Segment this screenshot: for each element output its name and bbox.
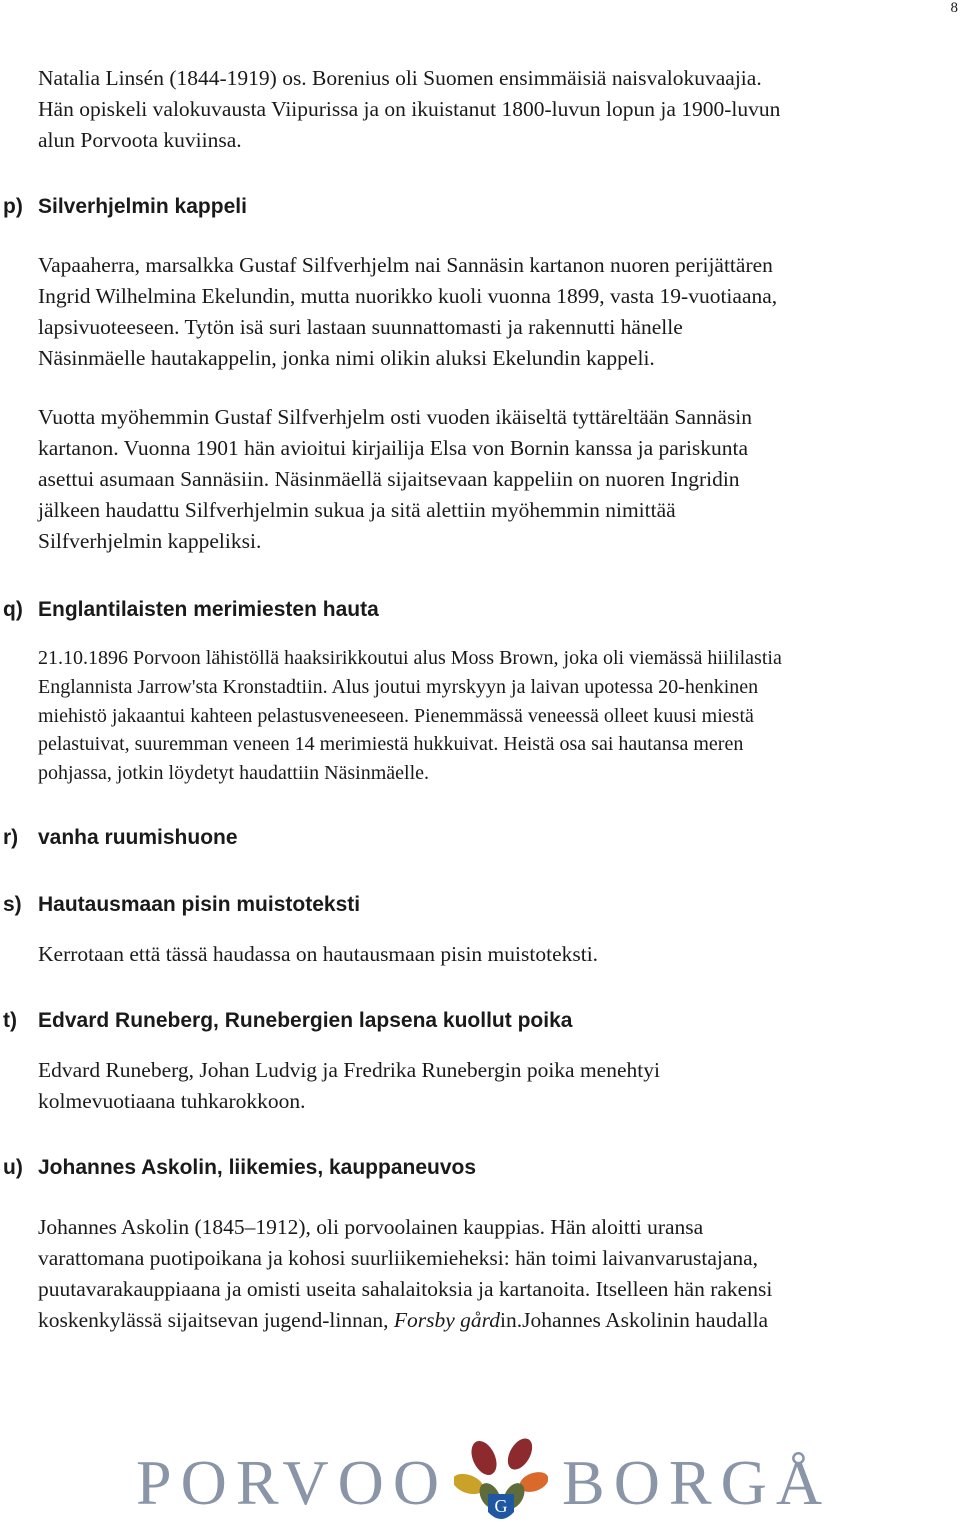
- section-heading-t: [0, 1007, 572, 1035]
- text-line: varattomana puotipoikana ja kohosi suurliikemieheksi: hän toimi laivanvarustajana,: [38, 1246, 759, 1270]
- text-line: puutavarakauppiaana ja omisti useita sahalaitoksia ja kartanoita. Itselleen hän rakensi: [38, 1277, 773, 1301]
- section-title: Johannes Askolin, liikemies, kauppaneuvos: [38, 1156, 477, 1179]
- section-u-paragraph: [38, 1212, 953, 1336]
- section-heading-u: [0, 1154, 476, 1182]
- section-s-paragraph: [38, 939, 953, 970]
- text-line: pelastuivat, suuremman veneen 14 merimiestä hukkuivat. Heistä osa sai hautansa meren: [38, 733, 744, 756]
- text-line: Edvard Runeberg, Johan Ludvig ja Fredrika Runebergin poika menehtyi: [38, 1058, 660, 1082]
- intro-paragraph: [38, 63, 953, 156]
- section-title: Silverhjelmin kappeli: [38, 195, 247, 218]
- logo-text-borga: BORGÅ: [562, 1447, 832, 1518]
- text-line: kartanon. Vuonna 1901 hän avioitui kirjailija Elsa von Bornin kanssa ja pariskunta: [38, 436, 749, 460]
- logo-text-porvoo: PORVOO: [136, 1447, 449, 1518]
- text-line-mixed: [38, 1305, 953, 1336]
- text-fragment: in.Johannes Askolinin haudalla: [499, 1308, 769, 1332]
- text-line-mixed: [38, 312, 953, 343]
- text-fragment: Tytön isä suri lastaan suunnattomasti ja rakennutti hänelle: [179, 315, 683, 339]
- text-fragment: koskenkylässä sijaitsevan jugend-linnan,: [38, 1308, 394, 1332]
- page-number: 8: [950, 0, 958, 16]
- section-title: Englantilaisten merimiesten hauta: [38, 598, 379, 621]
- text-line: Näsinmäelle hautakappelin, jonka nimi olikin aluksi Ekelundin kappeli.: [38, 346, 655, 370]
- section-title: Edvard Runeberg, Runebergien lapsena kuollut poika: [38, 1009, 573, 1032]
- text-line: Hän opiskeli valokuvausta Viipurissa ja on ikuistanut 1800-luvun lopun ja 1900-luvun: [38, 97, 781, 121]
- section-heading-r: [0, 824, 238, 852]
- section-letter: t): [3, 1009, 17, 1032]
- text-line: Johannes Askolin (1845–1912), oli porvoolainen kauppias. Hän aloitti uransa: [38, 1215, 704, 1239]
- text-line: Englannista Jarrow'sta Kronstadtiin. Alus joutui myrskyyn ja laivan upotessa 20-henkinen: [38, 675, 759, 698]
- section-letter: u): [3, 1156, 23, 1179]
- text-line: Kerrotaan että tässä haudassa on hautausmaan pisin muistoteksti.: [38, 942, 599, 966]
- text-line: kolmevuotiaana tuhkarokkoon.: [38, 1089, 306, 1113]
- text-line: Natalia Linsén (1844-1919) os. Borenius oli Suomen ensimmäisiä naisvalokuvaajia.: [38, 66, 762, 90]
- section-letter: r): [3, 826, 19, 849]
- text-line: Ingrid Wilhelmina Ekelundin, mutta nuorikko kuoli vuonna 1899, vasta 19-vuotiaana,: [38, 284, 778, 308]
- text-fragment: lapsivuoteeseen.: [38, 315, 180, 339]
- section-title: vanha ruumishuone: [38, 826, 238, 849]
- text-line: pohjassa, jotkin löydetyt haudattiin Näsinmäelle.: [38, 762, 430, 785]
- text-line: asettui asumaan Sannäsiin. Näsinmäellä sijaitsevaan kappeliin on nuoren Ingridin: [38, 467, 740, 491]
- section-q-paragraph: [38, 644, 953, 788]
- section-p-paragraph-2: [38, 402, 953, 557]
- text-line: Silfverhjelmin kappeliksi.: [38, 529, 262, 553]
- section-p-paragraph-1: [38, 250, 953, 374]
- section-t-paragraph: [38, 1055, 953, 1117]
- text-line: Vuotta myöhemmin Gustaf Silfverhjelm osti vuoden ikäiseltä tyttäreltään Sannäsin: [38, 405, 753, 429]
- text-line: alun Porvoota kuviinsa.: [38, 128, 242, 152]
- section-heading-s: [0, 891, 360, 919]
- section-letter: s): [3, 893, 22, 916]
- text-line: jälkeen haudattu Silfverhjelmin sukua ja sitä alettiin myöhemmin nimittää: [38, 498, 676, 522]
- section-title: Hautausmaan pisin muistoteksti: [38, 893, 361, 916]
- text-line: Vapaaherra, marsalkka Gustaf Silfverhjelm nai Sannäsin kartanon nuoren perijättären: [38, 253, 773, 277]
- italic-text: Forsby gård: [393, 1308, 500, 1332]
- porvoo-borga-logo: [136, 1432, 832, 1530]
- porvoo-flower-emblem-icon: [454, 1432, 548, 1528]
- section-letter: q): [3, 598, 23, 621]
- section-letter: p): [3, 195, 23, 218]
- section-heading-q: [0, 596, 379, 624]
- text-line: 21.10.1896 Porvoon lähistöllä haaksirikkoutui alus Moss Brown, joka oli viemässä hiililastia: [38, 647, 782, 669]
- text-line: miehistö jakaantui kahteen pelastusveneeseen. Pienemmässä veneessä olleet kuusi miestä: [38, 704, 754, 727]
- svg-text:G: G: [494, 1496, 508, 1516]
- section-heading-p: [0, 193, 247, 221]
